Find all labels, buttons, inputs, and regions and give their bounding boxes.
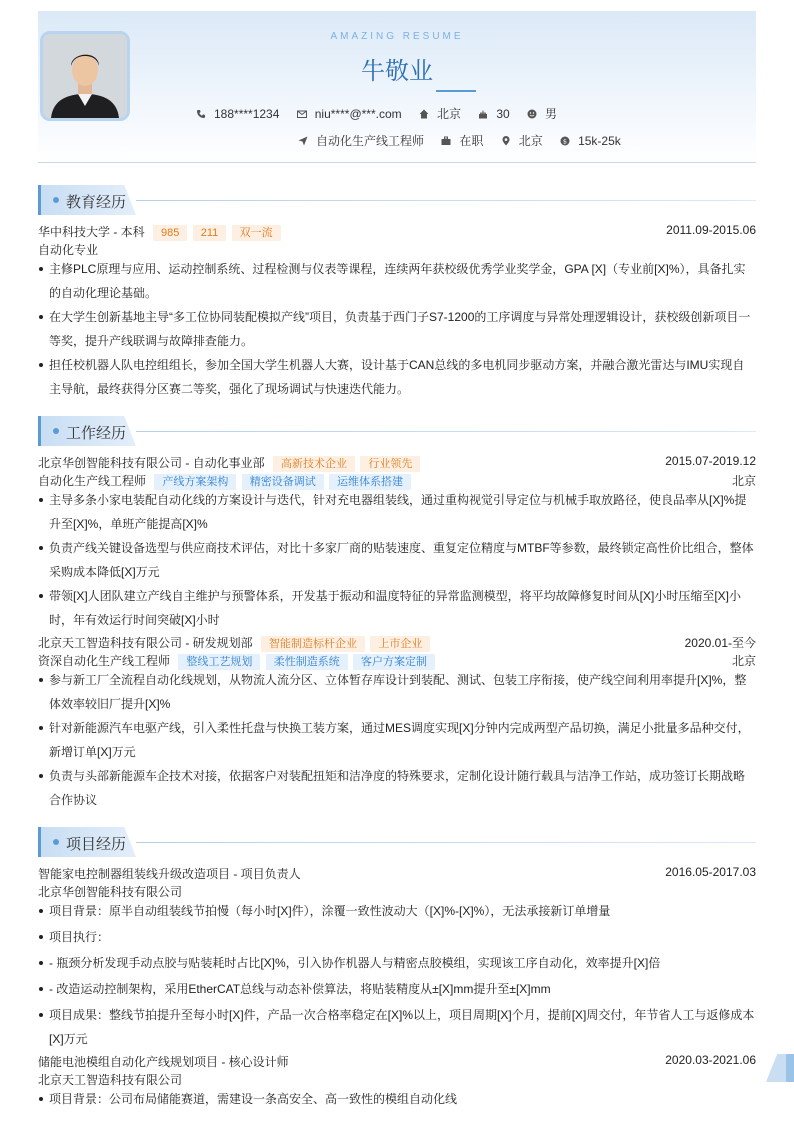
section-title: 工作经历 [66, 425, 127, 442]
project-company: 北京华创智能科技有限公司 [38, 885, 183, 899]
section-divider [136, 842, 756, 843]
company-tag: 智能制造标杆企业 [261, 636, 365, 652]
money-icon [560, 136, 570, 146]
section-title: 教育经历 [66, 194, 127, 211]
job-intent-row [38, 132, 756, 149]
job-period: 2020.01-至今 [684, 636, 756, 650]
company-tag: 高新技术企业 [273, 456, 355, 472]
project-title-row [38, 1053, 756, 1071]
section-divider [136, 200, 756, 201]
location-info [501, 132, 543, 149]
send-icon [298, 136, 308, 146]
project-bullet: - 改造运动控制架构，采用EtherCAT总线与动态补偿算法，将贴装精度从±[X]mm提升至±[X]mm [38, 977, 756, 1001]
job-company-row [38, 634, 756, 652]
svg-text:$: $ [563, 136, 568, 145]
cake-icon [478, 109, 488, 119]
project-bullet: 项目背景：原半自动组装线节拍慢（每小时[X]件），涂覆一致性波动大（[X]%-[X]%），无法承接新订单增量 [38, 899, 756, 923]
job-bullet: 主导多条小家电装配自动化线的方案设计与迭代，针对充电器组装线，通过重构视觉引导定位与机械手取放路径，使良品率从[X]%提升至[X]%，单班产能提高[X]% [38, 488, 756, 536]
job-bullet: 负责产线关键设备选型与供应商技术评估，对比十多家厂商的贴装速度、重复定位精度与MTBF等参数，最终锁定高性价比组合，整体采购成本降低[X]万元 [38, 536, 756, 584]
gender-icon [527, 109, 537, 119]
job-bullet: 参与新工厂全流程自动化线规划，从物流人流分区、立体暂存库设计到装配、测试、包装工序衔接，使产线空间利用率提升[X]%，整体效率较旧厂提升[X]% [38, 668, 756, 716]
company-tag: 上市企业 [370, 636, 430, 652]
phone-icon [196, 109, 206, 119]
salary-info [560, 134, 621, 148]
school-tag: 双一流 [232, 225, 281, 241]
gender-text: 男 [545, 107, 558, 121]
school-tag: 211 [193, 225, 227, 241]
position-info [298, 132, 424, 149]
skill-tag: 精密设备调试 [242, 474, 324, 490]
salary-text: 15k-25k [578, 133, 621, 148]
job-bullet: 带领[X]人团队建立产线自主维护与预警体系，开发基于振动和温度特征的异常监测模型，将平均故障修复时间从[X]小时压缩至[X]小时，年有效运行时间突破[X]小时 [38, 584, 756, 632]
location-icon [501, 136, 511, 146]
project-bullet: 项目执行： [38, 925, 756, 949]
section-dot-icon [53, 197, 59, 203]
project-bullet: 项目成果：整线节拍提升至每小时[X]件，产品一次合格率稳定在[X]%以上，项目周期[X]个月，提前[X]周交付，年节省人工与返修成本[X]万元 [38, 1003, 756, 1051]
school-name: 华中科技大学 - 本科 [38, 225, 145, 239]
position-text: 自动化生产线工程师 [316, 134, 425, 148]
project-bullet: - 瓶颈分析发现手动点胶与贴装耗时占比[X]%，引入协作机器人与精密点胶模组，实现该工序自动化，效率提升[X]倍 [38, 951, 756, 975]
major-name: 自动化专业 [38, 243, 99, 257]
job-city: 北京 [731, 654, 756, 668]
skill-tag: 柔性制造系统 [266, 654, 348, 670]
job-role: 自动化生产线工程师 [38, 474, 147, 488]
skill-tag: 整线工艺规划 [178, 654, 260, 670]
project-period: 2016.05-2017.03 [665, 865, 756, 879]
email-text: niu****@***.com [314, 106, 402, 121]
job-period: 2015.07-2019.12 [665, 454, 756, 468]
school-tag: 985 [153, 225, 187, 241]
mail-icon [297, 109, 307, 119]
age-text: 30 [496, 106, 510, 121]
home-icon [419, 109, 429, 119]
job-bullet: 负责与头部新能源车企技术对接，依据客户对装配扭矩和洁净度的特殊要求，定制化设计随行载具与洁净工作站，成功签订长期战略合作协议 [38, 764, 756, 812]
education-bullet: 主修PLC原理与应用、运动控制系统、过程检测与仪表等课程，连续两年获校级优秀学业奖学金，GPA [X]（专业前[X]%），具备扎实的自动化理论基础。 [38, 257, 756, 305]
phone-info [196, 107, 279, 121]
page-corner-decoration [786, 1054, 794, 1082]
section-title: 项目经历 [66, 836, 127, 853]
skill-tag: 产线方案架构 [154, 474, 236, 490]
section-dot-icon [53, 428, 59, 434]
education-bullet: 在大学生创新基地主导“多工位协同装配模拟产线”项目，负责基于西门子S7-1200的工序调度与异常处理逻辑设计，获校级创新项目一等奖，提升产线联调与故障排查能力。 [38, 305, 756, 353]
project-title: 储能电池模组自动化产线规划项目 - 核心设计师 [38, 1055, 289, 1069]
city-info [419, 105, 461, 122]
education-section-header [38, 185, 756, 215]
section-dot-icon [53, 839, 59, 845]
job-city: 北京 [731, 474, 756, 488]
email-info [297, 107, 402, 121]
skill-tag: 客户方案定制 [353, 654, 435, 670]
status-info [441, 132, 483, 149]
skill-tag: 运维体系搭建 [329, 474, 411, 490]
education-period: 2011.09-2015.06 [666, 223, 756, 237]
candidate-name: 牛敬业 [361, 58, 433, 85]
education-bullet: 担任校机器人队电控组组长，参加全国大学生机器人大赛，设计基于CAN总线的多电机同步驱动方案，并融合激光雷达与IMU实现自主导航，最终获得分区赛二等奖，强化了现场调试与快速迭代能力。 [38, 353, 756, 401]
project-section-header [38, 827, 756, 857]
name-underline [436, 90, 476, 92]
contact-row [38, 105, 756, 122]
project-title: 智能家电控制器组装线升级改造项目 - 项目负责人 [38, 867, 301, 881]
job-company-row [38, 454, 756, 472]
age-info [478, 107, 509, 121]
company-name: 北京华创智能科技有限公司 - 自动化事业部 [38, 456, 265, 470]
project-company: 北京天工智造科技有限公司 [38, 1073, 183, 1087]
briefcase-icon [441, 136, 451, 146]
work-section-header [38, 416, 756, 446]
gender-info [527, 105, 557, 122]
status-text: 在职 [459, 134, 484, 148]
job-role: 资深自动化生产线工程师 [38, 654, 171, 668]
phone-text: 188****1234 [214, 106, 280, 121]
city-text: 北京 [436, 107, 461, 121]
project-period: 2020.03-2021.06 [665, 1053, 756, 1067]
company-name: 北京天工智造科技有限公司 - 研发规划部 [38, 636, 253, 650]
job-bullet: 针对新能源汽车电驱产线，引入柔性托盘与快换工装方案，通过MES调度实现[X]分钟内完成两型产品切换，满足小批量多品种交付，新增订单[X]万元 [38, 716, 756, 764]
resume-header [38, 11, 756, 163]
location-text: 北京 [518, 134, 543, 148]
education-school-row [38, 223, 756, 241]
project-bullet: 项目背景：公司布局储能赛道，需建设一条高安全、高一致性的模组自动化线 [38, 1087, 756, 1111]
resume-tagline: AMAZING RESUME [330, 31, 464, 42]
company-tag: 行业领先 [360, 456, 420, 472]
section-divider [136, 431, 756, 432]
project-title-row [38, 865, 756, 883]
